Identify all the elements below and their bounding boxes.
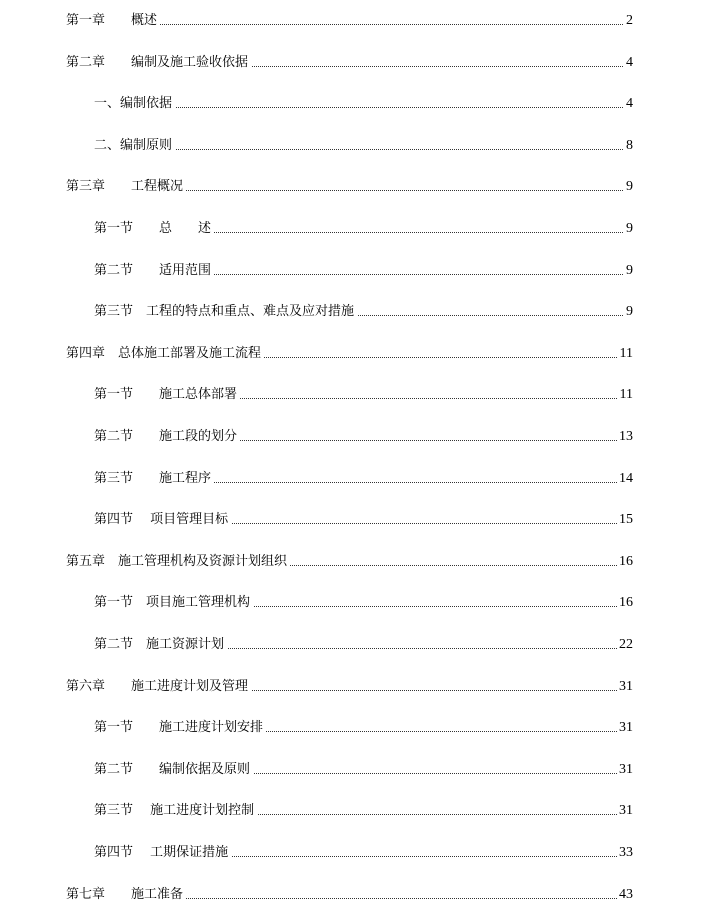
toc-entry[interactable] <box>0 301 713 323</box>
toc-page-number: 2 <box>624 10 633 32</box>
toc-page-number: 31 <box>617 800 633 822</box>
toc-page-number: 9 <box>624 301 633 323</box>
toc-page-number: 43 <box>617 884 633 906</box>
toc-entry-title: 第四节 项目管理目标 <box>94 509 231 531</box>
toc-entry[interactable] <box>0 468 713 490</box>
toc-entry[interactable] <box>0 135 713 157</box>
toc-entry[interactable] <box>0 676 713 698</box>
toc-entry[interactable] <box>0 176 713 198</box>
toc-entry-title: 一、编制依据 <box>94 93 175 115</box>
toc-entry[interactable] <box>0 551 713 573</box>
toc-entry-title: 第六章 施工进度计划及管理 <box>66 676 251 698</box>
toc-entry-title: 第五章 施工管理机构及资源计划组织 <box>66 551 290 573</box>
toc-entry-title: 第三节 施工进度计划控制 <box>94 800 257 822</box>
toc-entry-title: 二、编制原则 <box>94 135 175 157</box>
toc-page-number: 15 <box>617 509 633 531</box>
toc-entry[interactable] <box>0 260 713 282</box>
toc-page-number: 31 <box>617 759 633 781</box>
toc-page-number: 33 <box>617 842 633 864</box>
toc-entry[interactable] <box>0 717 713 739</box>
toc-entry[interactable] <box>0 426 713 448</box>
toc-entry-title: 第二节 编制依据及原则 <box>94 759 253 781</box>
toc-entry[interactable] <box>0 218 713 240</box>
toc-entry-title: 第四节 工期保证措施 <box>94 842 231 864</box>
toc-entry[interactable] <box>0 759 713 781</box>
toc-page-number: 14 <box>617 468 633 490</box>
toc-entry-title: 第一节 总 述 <box>94 218 214 240</box>
toc-page-number: 11 <box>618 343 633 365</box>
toc-entry-title: 第一章 概述 <box>66 10 160 32</box>
toc-page-number: 16 <box>617 551 633 573</box>
toc-entry[interactable] <box>0 10 713 32</box>
toc-entry-title: 第七章 施工准备 <box>66 884 186 906</box>
toc-page-number: 9 <box>624 218 633 240</box>
toc-entry-title: 第一节 施工总体部署 <box>94 384 240 406</box>
toc-page-number: 22 <box>617 634 633 656</box>
toc-page-number: 8 <box>624 135 633 157</box>
toc-entry[interactable] <box>0 592 713 614</box>
toc-entry[interactable] <box>0 52 713 74</box>
toc-entry-title: 第二节 适用范围 <box>94 260 214 282</box>
toc-page-number: 9 <box>624 260 633 282</box>
toc-page-number: 31 <box>617 676 633 698</box>
toc-entry-title: 第二章 编制及施工验收依据 <box>66 52 251 74</box>
toc-entry[interactable] <box>0 93 713 115</box>
toc-entry[interactable] <box>0 343 713 365</box>
toc-entry[interactable] <box>0 842 713 864</box>
toc-page-number: 9 <box>624 176 633 198</box>
toc-entry-title: 第四章 总体施工部署及施工流程 <box>66 343 264 365</box>
toc-entry-title: 第三节 工程的特点和重点、难点及应对措施 <box>94 301 357 323</box>
toc-entry-title: 第二节 施工资源计划 <box>94 634 227 656</box>
toc-page-number: 4 <box>624 52 633 74</box>
toc-entry[interactable] <box>0 634 713 656</box>
toc-page-number: 11 <box>618 384 633 406</box>
toc-entry[interactable] <box>0 800 713 822</box>
toc-entry[interactable] <box>0 384 713 406</box>
toc-page-number: 31 <box>617 717 633 739</box>
toc-entry[interactable] <box>0 884 713 906</box>
toc-entry-title: 第二节 施工段的划分 <box>94 426 240 448</box>
toc-entry-title: 第一节 项目施工管理机构 <box>94 592 253 614</box>
toc-page-number: 4 <box>624 93 633 115</box>
toc-page-number: 16 <box>617 592 633 614</box>
toc-entry-title: 第一节 施工进度计划安排 <box>94 717 266 739</box>
toc-entry-title: 第三章 工程概况 <box>66 176 186 198</box>
toc-page-number: 13 <box>617 426 633 448</box>
toc-entry[interactable] <box>0 509 713 531</box>
toc-entry-title: 第三节 施工程序 <box>94 468 214 490</box>
